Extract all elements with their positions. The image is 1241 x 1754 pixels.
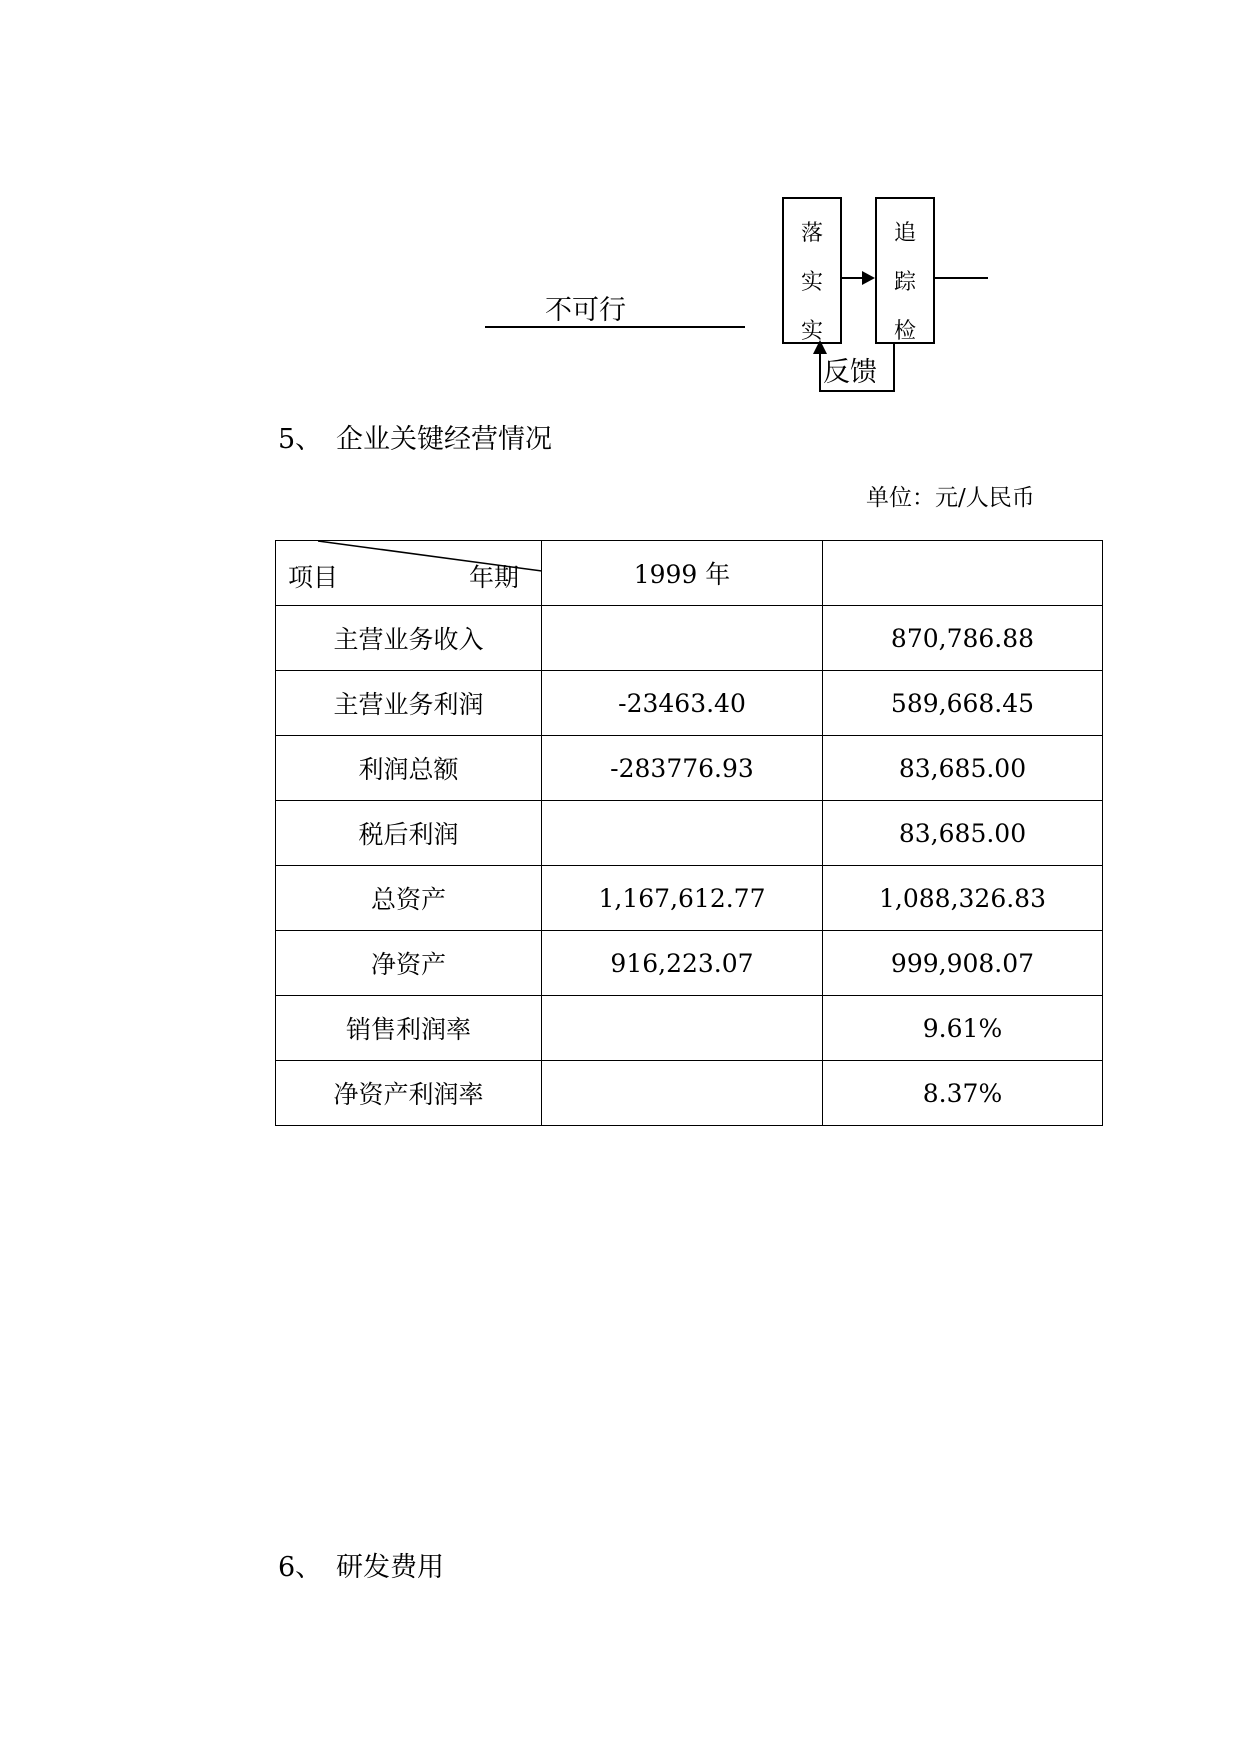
- table-header-row: [276, 541, 1103, 606]
- flow-feedback-label: 反馈: [823, 357, 877, 388]
- row-label: 净资产: [276, 931, 542, 996]
- table-row: [276, 606, 1103, 671]
- flow-not-feasible-label: 不可行: [545, 295, 626, 326]
- flow-exit-line: [933, 277, 988, 279]
- feedback-line-bottom: [819, 390, 895, 392]
- row-value-1999: -283776.93: [542, 736, 823, 801]
- header-item-label: 项目: [288, 563, 339, 592]
- table-row: [276, 931, 1103, 996]
- flow-box-implement: [782, 197, 842, 344]
- row-label: 税后利润: [276, 801, 542, 866]
- arrowhead-up-icon: [813, 340, 827, 354]
- row-value-2: 589,668.45: [823, 671, 1103, 736]
- row-value-2: 870,786.88: [823, 606, 1103, 671]
- arrowhead-right-icon: [862, 271, 876, 285]
- table-row: [276, 671, 1103, 736]
- header-col-1999: 1999 年: [542, 541, 823, 606]
- row-label: 主营业务利润: [276, 671, 542, 736]
- flow-box-track-char-1: 追: [893, 221, 916, 246]
- operations-table: [275, 540, 1103, 1126]
- section-6-heading: [278, 1553, 444, 1583]
- row-label: 总资产: [276, 866, 542, 931]
- row-value-2: 9.61%: [823, 996, 1103, 1061]
- feedback-line-left: [819, 352, 821, 392]
- unit-label: 单位：元/人民币: [866, 485, 1035, 511]
- section-6-title: 研发费用: [336, 1552, 444, 1583]
- flow-box-track: [875, 197, 935, 344]
- row-value-1999: [542, 1061, 823, 1126]
- row-value-2: 1,088,326.83: [823, 866, 1103, 931]
- flow-arrow-line: [840, 277, 864, 279]
- row-value-1999: [542, 606, 823, 671]
- flow-box-implement-char-2: 实: [800, 270, 823, 295]
- section-5-number: 5、: [278, 424, 323, 455]
- row-value-2: 83,685.00: [823, 801, 1103, 866]
- feedback-line-right: [893, 342, 895, 392]
- table-row: [276, 736, 1103, 801]
- table-row: [276, 866, 1103, 931]
- row-value-2: 83,685.00: [823, 736, 1103, 801]
- row-value-1999: -23463.40: [542, 671, 823, 736]
- flow-box-implement-char-3: 实: [800, 319, 823, 344]
- table-row: [276, 801, 1103, 866]
- table-row: [276, 1061, 1103, 1126]
- row-label: 销售利润率: [276, 996, 542, 1061]
- row-value-1999: [542, 996, 823, 1061]
- flow-not-feasible-line: [485, 326, 745, 328]
- row-value-1999: 916,223.07: [542, 931, 823, 996]
- row-label: 净资产利润率: [276, 1061, 542, 1126]
- header-col-2: [823, 541, 1103, 606]
- table-row: [276, 996, 1103, 1061]
- row-value-2: 999,908.07: [823, 931, 1103, 996]
- row-label: 主营业务收入: [276, 606, 542, 671]
- flow-box-track-char-2: 踪: [893, 270, 916, 295]
- row-value-1999: [542, 801, 823, 866]
- row-value-1999: 1,167,612.77: [542, 866, 823, 931]
- row-value-2: 8.37%: [823, 1061, 1103, 1126]
- flow-box-implement-char-1: 落: [800, 221, 823, 246]
- section-6-number: 6、: [278, 1552, 323, 1583]
- section-5-heading: [278, 425, 552, 455]
- header-period-label: 年期: [468, 563, 519, 592]
- section-5-title: 企业关键经营情况: [336, 424, 552, 455]
- flow-box-track-char-3: 检: [893, 319, 916, 344]
- row-label: 利润总额: [276, 736, 542, 801]
- header-diagonal-cell: [276, 541, 542, 606]
